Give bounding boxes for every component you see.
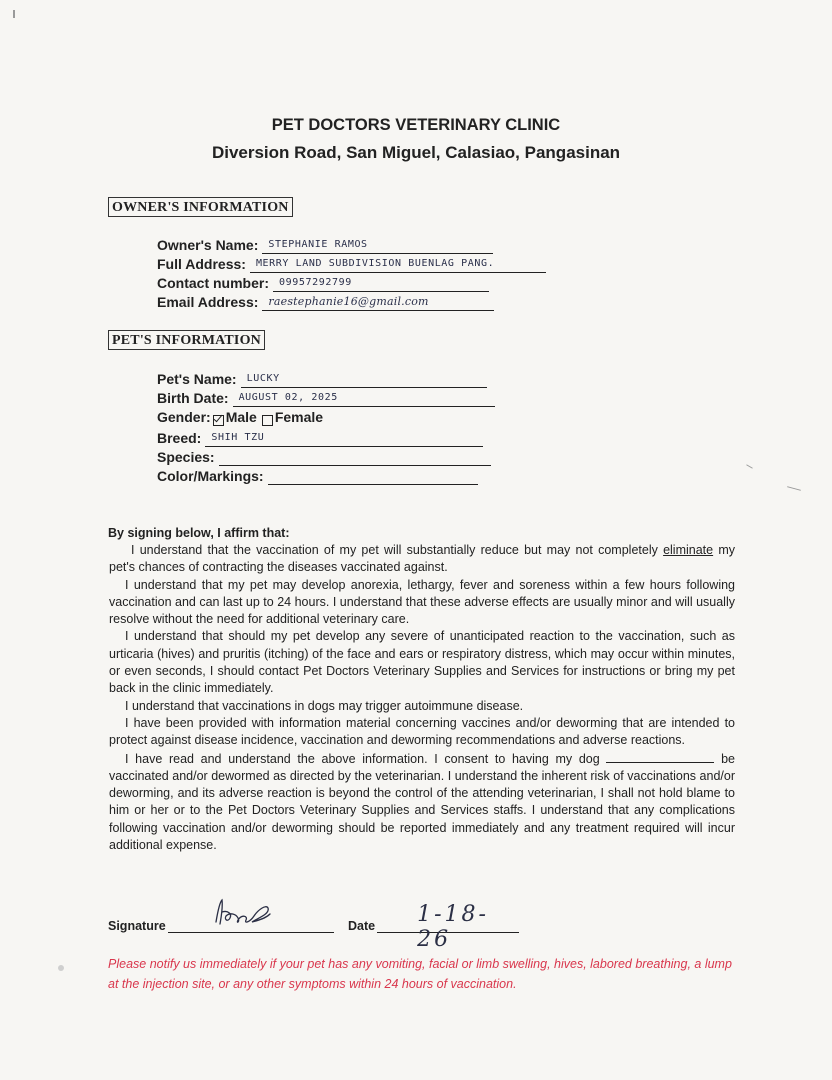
breed-field	[157, 430, 483, 447]
consent-text	[109, 542, 735, 854]
breed-input[interactable]: SHIH TZU	[205, 430, 483, 447]
email-field	[157, 294, 494, 311]
species-label: Species:	[157, 449, 215, 465]
scan-speck	[787, 486, 801, 491]
affirm-heading: By signing below, I affirm that:	[108, 526, 290, 540]
gender-label: Gender:	[157, 409, 211, 425]
email-label: Email Address:	[157, 294, 259, 310]
scan-speck	[58, 965, 64, 971]
scan-speck	[746, 464, 753, 468]
email-input[interactable]: raestephanie16@gmail.com	[262, 294, 494, 311]
species-field	[157, 449, 491, 466]
gender-field	[157, 409, 323, 426]
breed-label: Breed:	[157, 430, 202, 446]
contact-number-label: Contact number:	[157, 275, 269, 291]
full-address-field	[157, 256, 546, 273]
consent-paragraph-3: I understand that should my pet develop any severe of unanticipated reaction to the vaccination, such as urticaria (hives) and pruritis (itching) of the face and ears or respiratory distress, which may occur within minutes, or even seconds, I should contact Pet Doctors Veterinary Supplies and Services for instructions or bring my pet back in the clinic immediately.	[109, 629, 735, 696]
signature-scribble-icon	[208, 896, 278, 930]
consent-paragraph-6: I have read and understand the above information. I consent to having my dog be vaccinated and/or dewormed as directed by the veterinarian. I understand the inherent risk of vaccinations and/or deworming, and its adverse reaction is beyond the control of the attending veterinarian, I shall not hold blame to him or her or to the Pet Doctors Veterinary Supplies and Services staffs. I understand that any complications following vaccination and/or deworming should be reported immediately and any treatment required will incur additional expense.	[109, 751, 735, 853]
date-value: 1-18-26	[417, 902, 489, 952]
signature-field[interactable]	[168, 914, 334, 933]
contact-number-input[interactable]: 09957292799	[273, 275, 489, 292]
full-address-label: Full Address:	[157, 256, 246, 272]
pet-section-title: PET'S INFORMATION	[108, 330, 265, 350]
gender-male-label: Male	[225, 409, 257, 425]
full-address-input[interactable]: MERRY LAND SUBDIVISION BUENLAG PANG.	[250, 256, 546, 273]
pet-name-field	[157, 371, 487, 388]
birth-date-label: Birth Date:	[157, 390, 229, 406]
owner-name-label: Owner's Name:	[157, 237, 259, 253]
gender-male-checkbox[interactable]	[213, 415, 224, 426]
consent-paragraph-5: I have been provided with information material concerning vaccines and/or deworming that are intended to protect against disease incidence, vaccination and deworming recommendations and adverse reactions.	[109, 715, 735, 748]
date-field[interactable]	[377, 902, 519, 952]
birth-date-field	[157, 390, 495, 407]
owner-section-title: OWNER'S INFORMATION	[108, 197, 293, 217]
date-label: Date	[348, 919, 376, 933]
color-markings-input[interactable]	[268, 468, 478, 485]
dog-name-blank[interactable]	[606, 750, 714, 763]
consent-paragraph-1: I understand that the vaccination of my pet will substantially reduce but may not completely eliminate my pet's chances of contracting the diseases vaccinated against.	[109, 543, 735, 575]
consent-paragraph-4: I understand that vaccinations in dogs may trigger autoimmune disease.	[125, 698, 524, 713]
pet-name-input[interactable]: LUCKY	[241, 371, 487, 388]
clinic-name: PET DOCTORS VETERINARY CLINIC	[271, 116, 561, 134]
clinic-address: Diversion Road, San Miguel, Calasiao, Pangasinan	[211, 143, 621, 162]
color-markings-field	[157, 468, 478, 485]
post-vaccination-notice: Please notify us immediately if your pet has any vomiting, facial or limb swelling, hives, labored breathing, a lump at the injection site, or any other symptoms within 24 hours of vaccination.	[108, 957, 732, 991]
owner-name-input[interactable]: STEPHANIE RAMOS	[262, 237, 493, 254]
species-input[interactable]	[219, 449, 491, 466]
signature-row	[108, 914, 334, 933]
consent-paragraph-2: I understand that my pet may develop anorexia, lethargy, fever and soreness within a few hours following vaccination and can last up to 24 hours. I understand that these adverse effects are usually minor and will usually resolve without the need for additional veterinary care.	[109, 577, 735, 627]
color-markings-label: Color/Markings:	[157, 468, 264, 484]
date-row	[348, 902, 519, 952]
pet-name-label: Pet's Name:	[157, 371, 237, 387]
contact-number-field	[157, 275, 489, 292]
gender-female-checkbox[interactable]	[262, 415, 273, 426]
signature-label: Signature	[108, 919, 166, 933]
gender-female-label: Female	[274, 409, 324, 425]
owner-name-field	[157, 237, 493, 254]
birth-date-input[interactable]: AUGUST 02, 2025	[233, 390, 495, 407]
eliminate-word: eliminate	[663, 543, 714, 557]
scan-speck	[13, 10, 15, 18]
